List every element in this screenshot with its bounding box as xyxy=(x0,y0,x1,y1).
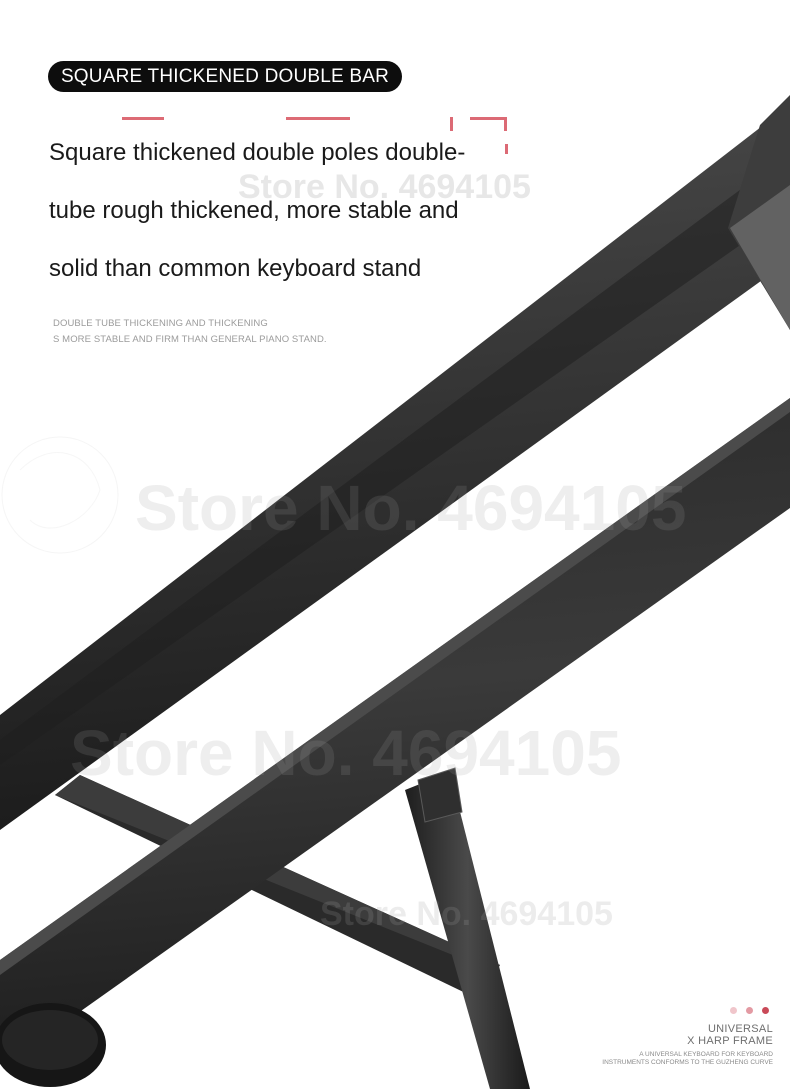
corner-title-frame: X HARP FRAME xyxy=(687,1035,773,1047)
corner-caption-2: INSTRUMENTS CONFORMS TO THE GUZHENG CURVE xyxy=(602,1059,773,1066)
dot-dark xyxy=(762,1007,769,1014)
corner-caption-1: A UNIVERSAL KEYBOARD FOR KEYBOARD xyxy=(639,1051,773,1058)
subtitle-line-1: DOUBLE TUBE THICKENING AND THICKENING xyxy=(53,318,268,329)
watermark-lower: Store No. 4694105 xyxy=(70,717,622,789)
section-badge: SQUARE THICKENED DOUBLE BAR xyxy=(48,61,402,92)
headline-line-3: solid than common keyboard stand xyxy=(49,255,422,282)
watermark-top: Store No. 4694105 xyxy=(238,168,531,206)
dot-mid xyxy=(746,1007,753,1014)
rubber-foot-ring xyxy=(2,1010,98,1070)
watermark-bottom: Store No. 4694105 xyxy=(320,895,613,933)
page-title xyxy=(49,124,519,298)
subtitle-line-2: S MORE STABLE AND FIRM THAN GENERAL PIANO STAND. xyxy=(53,334,327,345)
decorative-flower-watermark xyxy=(2,437,118,553)
dot-light xyxy=(730,1007,737,1014)
headline-line-2: tube rough thickened, more stable and xyxy=(49,197,459,224)
pagination-dots-icon xyxy=(727,1004,773,1016)
headline-line-1: Square thickened double poles double- xyxy=(49,139,466,166)
corner-title-universal: UNIVERSAL xyxy=(707,1023,773,1035)
watermark-middle: Store No. 4694105 xyxy=(135,472,687,544)
